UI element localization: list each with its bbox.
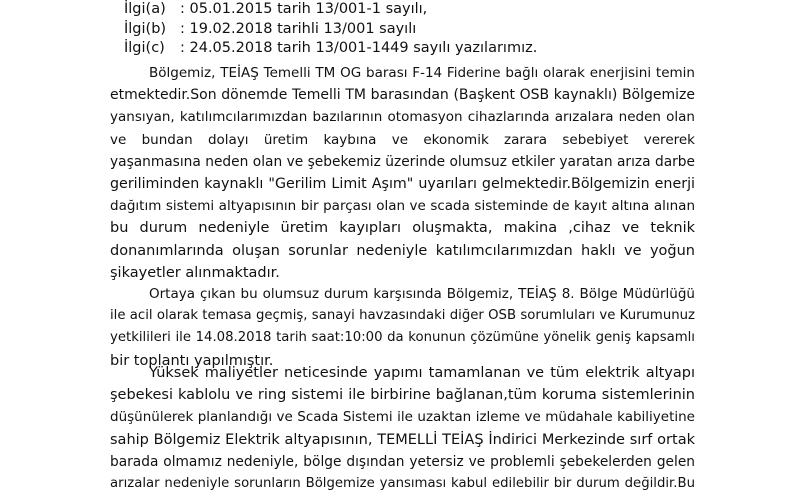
reference-text: : 05.01.2015 tarih 13/001-1 sayılı, xyxy=(180,1,428,17)
reference-label: İlgi(c) xyxy=(124,40,165,56)
paragraph-line: dağıtım sistemi altyapısının bir parçası olan ve scada sisteminde de kayıt altına alınan xyxy=(110,198,695,215)
paragraph-line: Ortaya çıkan bu olumsuz durum karşısında Bölgemiz, TEİAŞ 8. Bölge Müdürlüğü xyxy=(149,286,695,302)
paragraph-3 xyxy=(110,362,695,491)
paragraph-line: arızalar nedeniyle sorunların Bölgemize yansıması kabul edilebilir bir durum değildir.Bu xyxy=(110,475,695,491)
paragraph-line: şebekesi kablolu ve ring sistemi ile birbirine bağlanan,tüm koruma sistemlerinin xyxy=(110,387,695,404)
paragraph-line: yaşanmasına neden olan ve şebekemiz üzerinde olumsuz etkiler yaratan arıza darbe xyxy=(110,153,695,170)
paragraph-line: ve bundan dolayı üretim kaybına ve ekonomik zarara sebebiyet vererek xyxy=(110,131,695,148)
paragraph-line: Yüksek maliyetler neticesinde yapımı tamamlanan ve tüm elektrik altyapı xyxy=(149,365,695,381)
reference-label: İlgi(a) xyxy=(124,1,166,17)
paragraph-line: etmektedir.Son dönemde Temelli TM barasından (Başkent OSB kaynaklı) Bölgemize xyxy=(110,87,695,104)
paragraph-line: yansıyan, katılımcılarımızdan bazılarının otomasyon cihazlarında arızalara neden olan xyxy=(110,109,695,126)
reference-c xyxy=(124,39,537,59)
paragraph-line: düşünülerek planlandığı ve Scada Sistemi ile uzaktan izleme ve müdahale kabiliyetine xyxy=(110,409,695,426)
reference-a xyxy=(124,0,537,20)
paragraph-line: yetkilileri ile 14.08.2018 tarih saat:10:00 da konunun çözümüne yönelik geniş kapsamlı xyxy=(110,330,695,346)
paragraph-line: donanımlarında oluşan sorunlar nedeniyle katılımcılarımızdan haklı ve yoğun xyxy=(110,242,695,259)
reference-list xyxy=(124,0,537,59)
paragraph-1 xyxy=(110,62,695,284)
paragraph-line: geriliminden kaynaklı "Gerilim Limit Aşım" uyarıları gelmektedir.Bölgemizin enerji xyxy=(110,175,695,192)
reference-b xyxy=(124,20,537,40)
paragraph-line: ile acil olarak temasa geçmiş, sanayi havzasındaki diğer OSB sorumluları ve Kurumunuz xyxy=(110,308,695,324)
reference-text: : 24.05.2018 tarih 13/001-1449 sayılı yazılarımız. xyxy=(180,40,538,56)
paragraph-line: Bölgemiz, TEİAŞ Temelli TM OG barası F-14 Fiderine bağlı olarak enerjisini temin xyxy=(149,65,695,81)
paragraph-line: sahip Bölgemiz Elektrik altyapısının, TEMELLİ TEİAŞ İndirici Merkezinde sırf ortak xyxy=(110,431,695,448)
paragraph-2 xyxy=(110,283,695,372)
paragraph-line: şikayetler alınmaktadır. xyxy=(110,264,280,281)
paragraph-line: bu durum nedeniyle üretim kayıpları oluşmakta, makina ,cihaz ve teknik xyxy=(110,220,695,237)
reference-label: İlgi(b) xyxy=(124,20,167,37)
paragraph-line: bir toplantı yapılmıştır. xyxy=(110,352,274,369)
paragraph-line: barada olmamız nedeniyle, bölge dışından yetersiz ve problemli şebekelerden gelen xyxy=(110,453,695,470)
reference-text: : 19.02.2018 tarihli 13/001 sayılı xyxy=(180,20,417,37)
